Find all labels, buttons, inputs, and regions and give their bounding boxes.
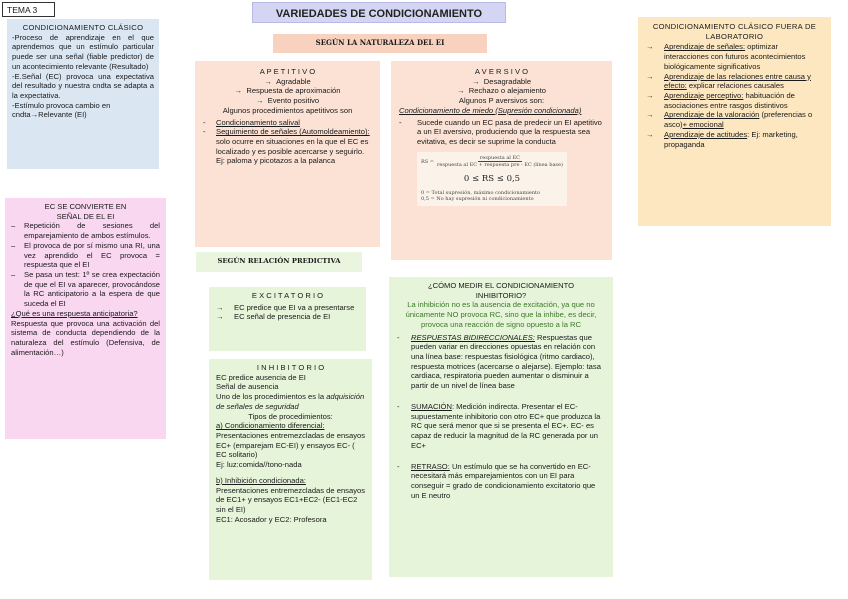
medir-title: ¿CÓMO MEDIR EL CONDICIONAMIENTO INHIBITORIO? <box>428 281 574 300</box>
list-item: – El provoca de por sí mismo una RI, una vez aprendido el EC provoca = respuesta que el EI <box>11 240 160 270</box>
procedimiento-a-ej: Ej: luz:comida//tono-nada <box>216 460 302 470</box>
formula-denominator: respuesta al EC + respuesta pre - EC (línea base) <box>436 162 563 169</box>
inhibitorio-line: Uno de los procedimientos es la adquisición de señales de seguridad <box>216 392 365 411</box>
inhibitorio-line: EC predice ausencia de EI <box>216 372 306 382</box>
list-item: - RESPUESTAS BIDIRECCIONALES: Respuestas que pueden variar en direcciones opuestas en relación con una línea base: respuestas fisiológica (ritmo cardiaco), respuesta motrices (acercarse o alejarse). Ejemplo: tasa cardiaca, respiratoria pueden aumentar o disminuir a partir de un nivel de línea base <box>397 332 601 391</box>
excitatorio-box <box>209 287 366 351</box>
medir-box <box>389 277 613 577</box>
inhibitorio-line: Tipos de procedimientos: <box>248 411 333 421</box>
formula-note: 0,5 = No hay supresión ni condicionamiento <box>421 196 534 203</box>
heading-naturaleza: SEGÚN LA NATURALEZA DEL EI <box>273 34 487 53</box>
list-item: – Se pasa un test: 1º se crea expectación de que el EI va aparecer, provocándose la RC anticipatorio a la espera de que suceda el EI <box>11 270 160 309</box>
apetitivo-box <box>195 61 380 247</box>
inhibitorio-line: Señal de ausencia <box>216 382 279 392</box>
formula-numerator: respuesta al EC <box>479 154 520 161</box>
apetitivo-line: → Agradable <box>264 76 311 86</box>
list-item: → Aprendizaje de señales: optimizar interacciones con futuros acontecimientos biológicamente significativos <box>646 42 806 71</box>
clasico-line: -Estímulo provoca cambio en cndta→Relevante (EI) <box>12 100 111 120</box>
aversivo-line: → Rechazo o alejamiento <box>456 86 547 96</box>
medir-intro: La inhibición no es la ausencia de excitación, ya que no únicamente NO provoca RC, sino que la inhibe, es decir, provoca una reacción de signo opuesto a la RC <box>405 300 597 329</box>
inhibitorio-title: I N H I B I T O R I O <box>256 363 325 372</box>
ec-title: EC SE CONVIERTE EN SEÑAL DE EL EI <box>44 202 127 221</box>
list-item: - Sucede cuando un EC pasa de predecir un EI apetitivo a un EI aversivo, produciendo que la respuesta sea evitativa, es decir se suprime la conducta <box>399 117 602 147</box>
apetitivo-line: → Evento positivo <box>255 96 320 106</box>
ec-senal-box <box>5 198 166 439</box>
formula-lhs: RS = <box>421 158 434 165</box>
aversivo-sub: Condicionamiento de miedo (Supresión condicionada) <box>399 105 582 115</box>
aversivo-title: A V E R S I V O <box>474 67 529 76</box>
formula-range: 0 ≤ RS ≤ 0,5 <box>463 173 521 184</box>
fuera-lab-box <box>638 17 831 226</box>
procedimiento-b-text: Presentaciones entremezcladas de ensayos de EC1+ y ensayos EC1+EC2- (EC1-EC2 sin el EI) <box>216 485 366 515</box>
procedimiento-b-ej: EC1: Acosador y EC2: Profesora <box>216 514 327 524</box>
aversivo-intro: Algunos P aversivos son: <box>458 96 545 106</box>
aversivo-line: → Desagradable <box>471 76 532 86</box>
list-item: → Aprendizaje de actitudes: Ej: marketing, propaganda <box>646 129 798 149</box>
list-item: - Condicionamiento salival <box>203 117 300 127</box>
apetitivo-intro: Algunos procedimientos apetitivos son <box>222 105 353 115</box>
list-item: - RETRASO: Un estímulo que se ha convertido en EC- necesitará más emparejamientos con un EI para conseguir = grado de condicionamiento excitatorio que un E neutro <box>397 461 596 500</box>
list-item: - Seguimiento de señales (Automoldeamiento): solo ocurre en situaciones en la que el EC es localizado y es posible acercarse y seguirlo. Ej: paloma y picotazos a la palanca <box>203 127 370 166</box>
list-item: → EC predice que EI va a presentarse <box>216 302 355 312</box>
list-item: – Repetición de sesiones del emparejamiento de ambos estímulos. <box>11 221 160 241</box>
formula-note: 0 = Total supresión, máximo condicionamiento <box>421 189 541 196</box>
ec-answer: Respuesta que provoca una activación del sistema de conducta dependiendo de la naturaleza del estímulo (Defensiva, de alimentación…) <box>11 318 160 357</box>
excitatorio-title: E X C I T A T O R I O <box>251 291 324 300</box>
list-item: - SUMACIÓN: Medición indirecta. Presentar el EC- supuestamente inhibitorio con otro EC+ que produzca la RC que será menor que si se presenta el EC+. EC- es capaz de reducir la magnitud de la RC generada por un EC+ <box>397 401 601 450</box>
apetitivo-line: → Respuesta de aproximación <box>234 86 341 96</box>
procedimiento-b-title: b) Inhibición condicionada: <box>216 475 306 485</box>
ec-question: ¿Qué es una respuesta anticipatoria? <box>11 308 138 318</box>
aversivo-box <box>391 61 612 260</box>
list-item: → Aprendizaje de la valoración (preferencias o asco)+ emocional <box>646 110 813 130</box>
heading-predictiva: SEGÚN RELACIÓN PREDICTIVA <box>196 252 362 272</box>
procedimiento-a-text: Presentaciones entremezcladas de ensayos EC+ (emparejam EC-EI) y ensayos EC- ( EC solitario) <box>216 431 366 460</box>
list-item: → EC señal de presencia de EI <box>216 312 331 322</box>
page-title: VARIEDADES DE CONDICIONAMIENTO <box>252 2 506 23</box>
clasico-box <box>7 19 159 169</box>
supresion-formula <box>417 152 567 206</box>
clasico-line: -E.Señal (EC) provoca una expectativa del resultado y nuestra cndta se adapta a la expectativa. <box>12 71 154 101</box>
list-item: → Aprendizaje de las relaciones entre causa y efecto: explicar relaciones causales <box>646 71 811 91</box>
tema-label: TEMA 3 <box>2 2 55 17</box>
inhibitorio-box <box>209 359 372 580</box>
fuera-title: CONDICIONAMIENTO CLÁSICO FUERA DE LABORATORIO <box>652 22 817 41</box>
clasico-line: -Proceso de aprendizaje en el que aprendemos que un estímulo particular puede ser una señal (fiable predictor) de un acontecimiento relevante (Resultado) <box>12 32 154 71</box>
apetitivo-title: A P E T I T I V O <box>259 67 316 76</box>
procedimiento-a-title: a) Condicionamiento diferencial: <box>216 421 325 431</box>
list-item: → Aprendizaje perceptivo: habituación de asociaciones entre rasgos distintivos <box>646 91 795 110</box>
clasico-title: CONDICIONAMIENTO CLÁSICO <box>22 23 144 32</box>
